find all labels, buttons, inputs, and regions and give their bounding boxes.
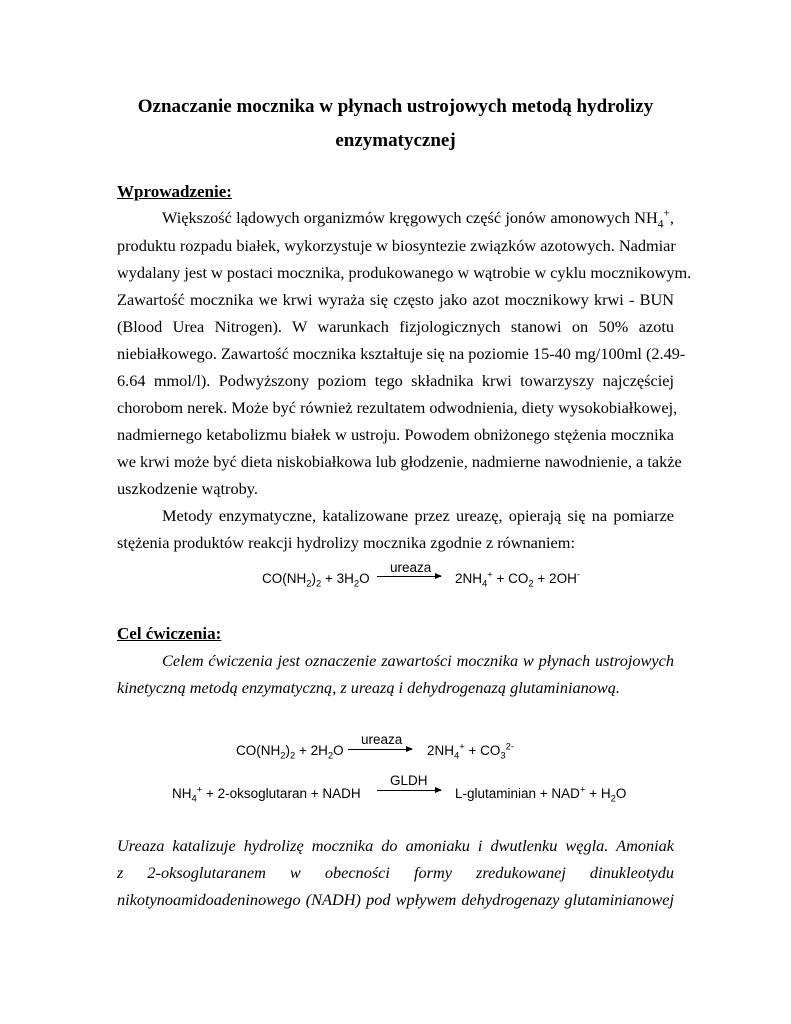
- goal-p3-line-1: Ureaza katalizuje hydrolizę mocznika do amoniaku i dwutlenku węgla. Amoniak: [117, 836, 674, 855]
- intro-p2-line-1: Metody enzymatyczne, katalizowane przez ureazę, opierają się na pomiarze: [162, 506, 674, 525]
- section-heading-goal: Cel ćwiczenia:: [117, 624, 222, 643]
- intro-line-10: we krwi może być dieta niskobiałkowa lub głodzenie, nadmierne nawodnienie, a także: [117, 452, 682, 471]
- reaction-arrow-icon: [348, 749, 412, 750]
- equation-2-enzyme: ureaza: [361, 732, 403, 747]
- text-span: O: [333, 743, 344, 758]
- intro-line-5: (Blood Urea Nitrogen). W warunkach fizjologicznych stanowi on 50% azotu: [117, 317, 674, 336]
- intro-line-1: [162, 207, 674, 231]
- intro-line-2: produktu rozpadu białek, wykorzystuje w biosyntezie związków azotowych. Nadmiar: [117, 236, 676, 255]
- page-title: [118, 90, 673, 158]
- section-heading-intro: Wprowadzenie:: [117, 182, 232, 201]
- reaction-arrow-icon: [377, 790, 441, 791]
- text-span: + 2-oksoglutaran + NADH: [202, 786, 361, 801]
- intro-line-4: Zawartość mocznika we krwi wyraża się często jako azot mocznikowy krwi - BUN: [117, 290, 674, 309]
- superscript: +: [196, 784, 203, 796]
- text-span: + 3H: [321, 571, 354, 586]
- equation-1-enzyme: ureaza: [390, 560, 432, 575]
- page-title-line-2: enzymatycznej: [335, 130, 456, 151]
- subscript: 4: [657, 218, 664, 231]
- subscript: 4: [454, 750, 460, 762]
- superscript: +: [579, 784, 586, 796]
- subscript: 2: [610, 793, 616, 805]
- intro-p2-line-2: stężenia produktów reakcji hydrolizy mocznika zgodnie z równaniem:: [117, 533, 575, 552]
- reaction-arrow-icon: [377, 576, 441, 577]
- text-span: ,: [669, 208, 674, 227]
- text-span: NH: [172, 786, 192, 801]
- goal-p3-line-3: nikotynoamidoadeninowego (NADH) pod wpływem dehydrogenazy glutaminianowej: [117, 890, 674, 909]
- text-span: + CO: [464, 743, 501, 758]
- intro-line-11: uszkodzenie wątroby.: [117, 479, 258, 498]
- subscript: 2: [316, 578, 322, 590]
- subscript: 2: [528, 578, 534, 590]
- subscript: 2: [280, 750, 286, 762]
- text-span: + 2OH: [533, 571, 577, 586]
- text-span: 2NH: [455, 571, 483, 586]
- subscript: 4: [482, 578, 488, 590]
- intro-line-9: nadmiernego ketabolizmu białek w ustroju. Powodem obniżonego stężenia mocznika: [117, 425, 674, 444]
- equation-1-products: [455, 569, 580, 590]
- intro-line-3: wydalany jest w postaci mocznika, produkowanego w wątrobie w cyklu mocznikowym.: [117, 263, 692, 282]
- text-span: L-glutaminian + NAD: [455, 786, 580, 801]
- equation-3-substrates: [172, 784, 361, 805]
- equation-2-products: [427, 741, 515, 762]
- text-span: + CO: [492, 571, 529, 586]
- superscript: +: [663, 207, 670, 220]
- text-span: ): [285, 743, 290, 758]
- text-span: Większość lądowych organizmów kręgowych część jonów amonowych NH: [162, 208, 658, 227]
- equation-2-substrates: [236, 743, 344, 762]
- superscript: 2-: [505, 741, 515, 753]
- equation-3-products: [455, 784, 627, 805]
- text-span: CO(NH: [262, 571, 307, 586]
- goal-p3-line-2: z 2-oksoglutaranem w obecności formy zredukowanej dinukleotydu: [117, 863, 674, 882]
- goal-line-1: Celem ćwiczenia jest oznaczenie zawartości mocznika w płynach ustrojowych: [162, 651, 674, 670]
- goal-line-2: kinetyczną metodą enzymatyczną, z ureazą i dehydrogenazą glutaminianową.: [117, 678, 620, 697]
- intro-line-7: 6.64 mmol/l). Podwyższony poziom tego składnika krwi towarzyszy najczęściej: [117, 371, 674, 390]
- text-span: O: [359, 571, 370, 586]
- text-span: O: [615, 786, 627, 801]
- superscript: +: [459, 741, 465, 753]
- page-title-line-1: Oznaczanie mocznika w płynach ustrojowych metodą hydrolizy: [137, 96, 654, 117]
- intro-line-8: chorobom nerek. Może być również rezultatem odwodnienia, diety wysokobiałkowej,: [117, 398, 678, 417]
- text-span: 2NH: [427, 743, 455, 758]
- subscript: 2: [353, 578, 360, 590]
- intro-line-6: niebiałkowego. Zawartość mocznika kształtuje się na poziomie 15-40 mg/100ml (2.49-: [117, 344, 686, 363]
- subscript: 2: [306, 578, 312, 590]
- equation-3-enzyme: GLDH: [390, 773, 428, 788]
- superscript: -: [576, 569, 580, 581]
- subscript: 2: [327, 750, 334, 762]
- subscript: 2: [290, 750, 296, 762]
- text-span: + 2H: [295, 743, 328, 758]
- subscript: 4: [191, 793, 197, 805]
- superscript: +: [487, 569, 493, 581]
- text-span: CO(NH: [236, 743, 281, 758]
- text-span: ): [311, 571, 316, 586]
- equation-1-substrates: [262, 571, 370, 590]
- subscript: 3: [500, 750, 506, 762]
- text-span: + H: [585, 786, 611, 801]
